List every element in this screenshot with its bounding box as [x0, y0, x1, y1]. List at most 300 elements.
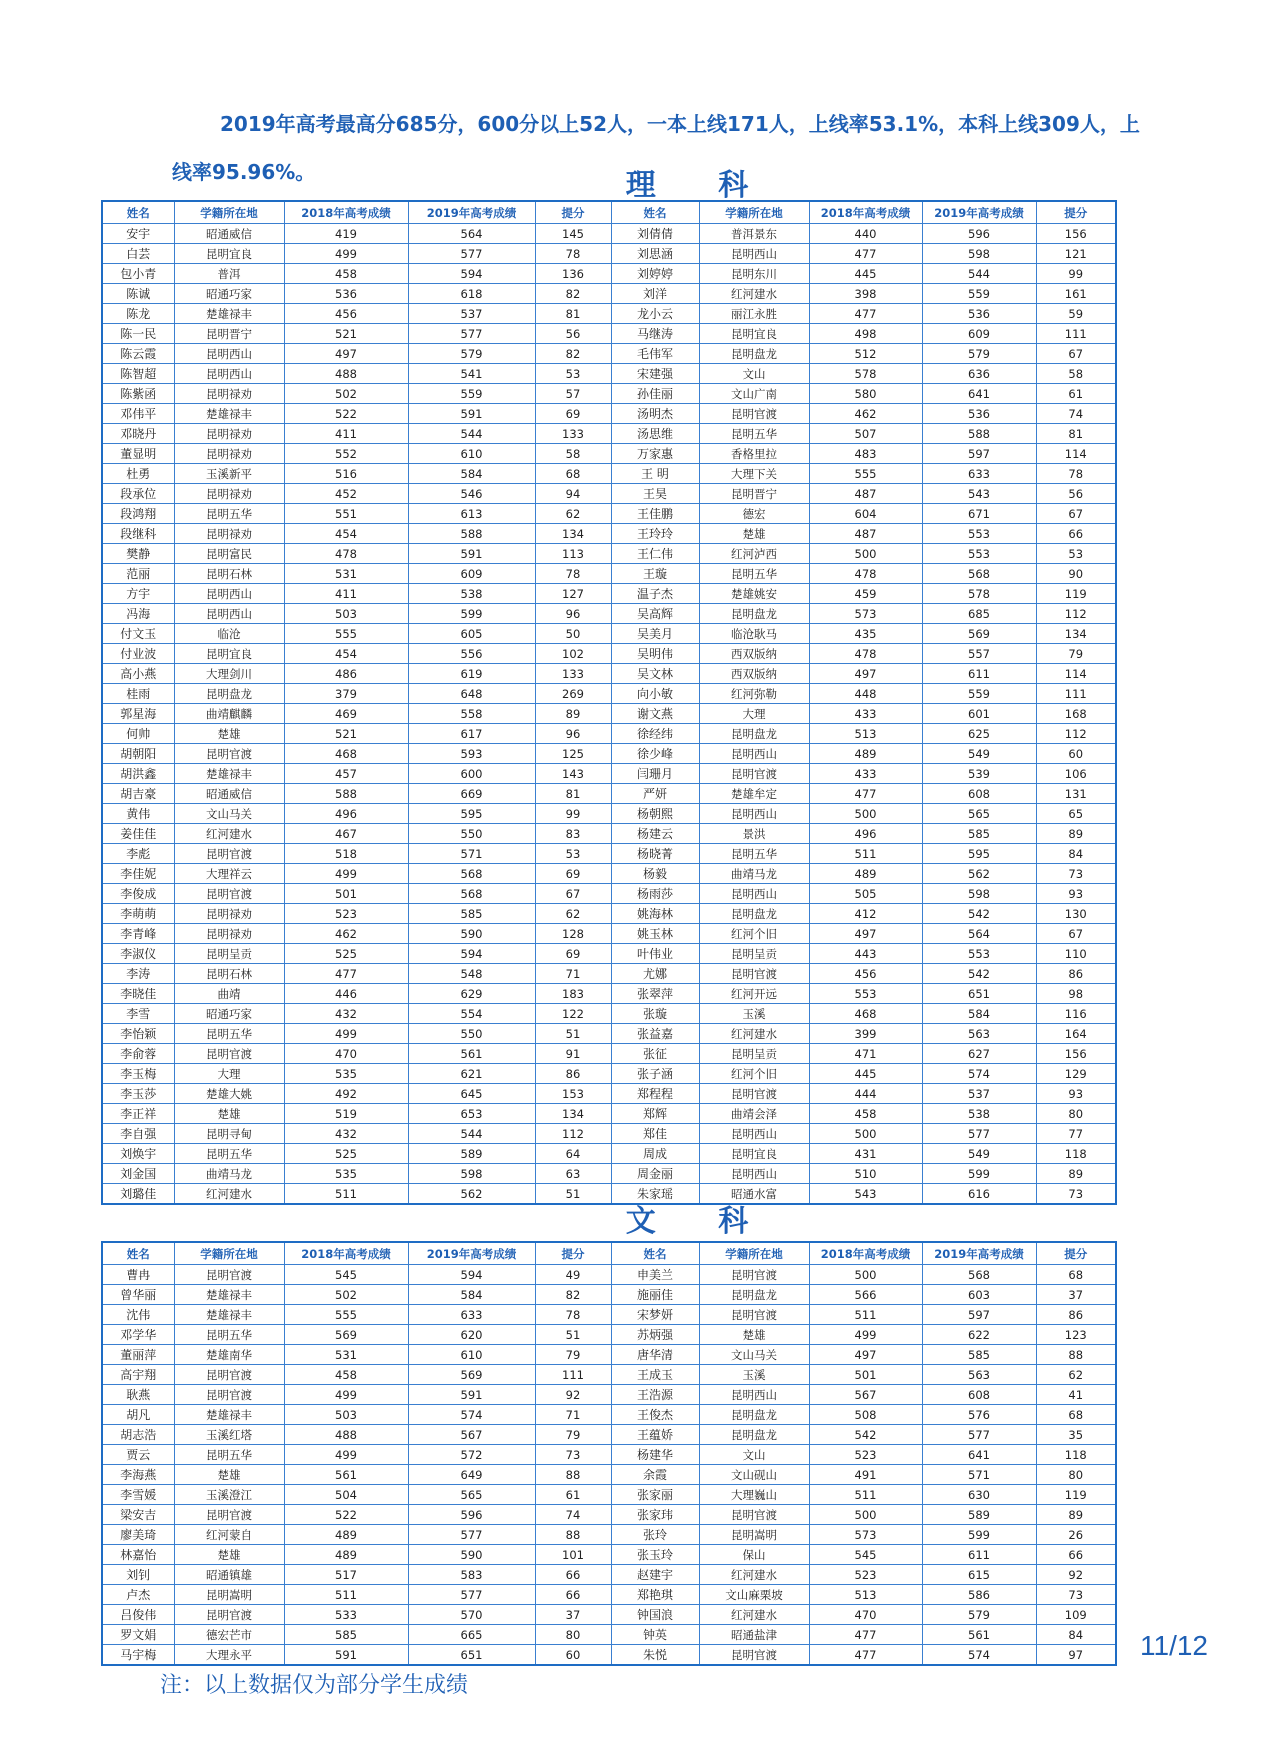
score-2018: 519 [284, 1104, 408, 1124]
header-2018-score: 2018年高考成绩 [284, 201, 408, 224]
student-name: 李青峰 [102, 924, 174, 944]
score-2018: 477 [809, 244, 922, 264]
score-improvement: 78 [535, 1305, 611, 1325]
student-location: 昆明官渡 [174, 1605, 284, 1625]
student-location: 曲靖麒麟 [174, 704, 284, 724]
student-location: 楚雄 [699, 1325, 809, 1345]
student-name: 董显明 [102, 444, 174, 464]
student-name: 郑佳 [611, 1124, 699, 1144]
score-2018: 489 [284, 1525, 408, 1545]
score-improvement: 51 [535, 1024, 611, 1044]
score-improvement: 84 [1036, 1625, 1116, 1645]
score-2018: 444 [809, 1084, 922, 1104]
score-2019: 537 [408, 304, 535, 324]
score-improvement: 66 [1036, 1545, 1116, 1565]
student-name: 尤娜 [611, 964, 699, 984]
score-2018: 507 [809, 424, 922, 444]
table-row [102, 784, 1116, 804]
score-2019: 564 [408, 224, 535, 244]
student-location: 大理巍山 [699, 1485, 809, 1505]
score-improvement: 118 [1036, 1445, 1116, 1465]
score-2019: 591 [408, 1385, 535, 1405]
score-2018: 578 [809, 364, 922, 384]
student-location: 西双版纳 [699, 664, 809, 684]
score-improvement: 69 [535, 404, 611, 424]
student-name: 刘洋 [611, 284, 699, 304]
table-row [102, 1144, 1116, 1164]
student-location: 昆明官渡 [699, 1084, 809, 1104]
student-name: 曹冉 [102, 1265, 174, 1285]
student-name: 樊静 [102, 544, 174, 564]
table-row [102, 884, 1116, 904]
score-2019: 629 [408, 984, 535, 1004]
student-location: 楚雄 [174, 1545, 284, 1565]
table-row [102, 1605, 1116, 1625]
score-improvement: 92 [1036, 1565, 1116, 1585]
table-header-row [102, 1242, 1116, 1265]
table-row [102, 1425, 1116, 1445]
score-2019: 567 [408, 1425, 535, 1445]
score-2019: 576 [922, 1405, 1036, 1425]
student-location: 曲靖会泽 [699, 1104, 809, 1124]
score-improvement: 88 [535, 1525, 611, 1545]
score-improvement: 71 [535, 1405, 611, 1425]
student-location: 昆明盘龙 [699, 904, 809, 924]
score-improvement: 78 [535, 564, 611, 584]
score-improvement: 56 [535, 324, 611, 344]
score-2018: 477 [809, 1625, 922, 1645]
score-2019: 565 [408, 1485, 535, 1505]
student-name: 钟英 [611, 1625, 699, 1645]
score-2019: 579 [922, 1605, 1036, 1625]
score-2019: 539 [922, 764, 1036, 784]
student-location: 昆明宜良 [174, 244, 284, 264]
table-row [102, 604, 1116, 624]
table-row [102, 1345, 1116, 1365]
student-location: 昆明五华 [699, 844, 809, 864]
student-location: 昆明禄劝 [174, 384, 284, 404]
student-name: 周成 [611, 1144, 699, 1164]
student-location: 昆明西山 [699, 804, 809, 824]
score-2018: 477 [284, 964, 408, 984]
student-location: 文山 [699, 1445, 809, 1465]
score-improvement: 53 [535, 844, 611, 864]
score-2018: 513 [809, 724, 922, 744]
score-2019: 621 [408, 1064, 535, 1084]
student-location: 文山马关 [174, 804, 284, 824]
science-section-title: 理 科 [625, 168, 775, 203]
score-2018: 569 [284, 1325, 408, 1345]
score-2018: 443 [809, 944, 922, 964]
table-row [102, 1405, 1116, 1425]
score-improvement: 71 [535, 964, 611, 984]
score-2019: 589 [408, 1144, 535, 1164]
score-2018: 523 [809, 1445, 922, 1465]
student-name: 范丽 [102, 564, 174, 584]
score-2018: 535 [284, 1164, 408, 1184]
student-location: 红河建水 [699, 1024, 809, 1044]
student-location: 文山麻栗坡 [699, 1585, 809, 1605]
student-name: 李晓佳 [102, 984, 174, 1004]
score-improvement: 37 [535, 1605, 611, 1625]
table-row [102, 1525, 1116, 1545]
score-2018: 545 [284, 1265, 408, 1285]
score-improvement: 112 [535, 1124, 611, 1144]
student-name: 吴文林 [611, 664, 699, 684]
score-2019: 542 [922, 904, 1036, 924]
score-2019: 583 [408, 1565, 535, 1585]
score-2018: 567 [809, 1385, 922, 1405]
score-2019: 596 [922, 224, 1036, 244]
student-name: 马继涛 [611, 324, 699, 344]
score-2018: 456 [809, 964, 922, 984]
score-2019: 577 [922, 1124, 1036, 1144]
score-2019: 577 [408, 244, 535, 264]
student-location: 昆明盘龙 [699, 1285, 809, 1305]
student-location: 红河开远 [699, 984, 809, 1004]
score-improvement: 68 [1036, 1405, 1116, 1425]
student-location: 昆明西山 [174, 344, 284, 364]
score-2019: 633 [922, 464, 1036, 484]
student-location: 保山 [699, 1545, 809, 1565]
student-location: 昆明五华 [174, 1144, 284, 1164]
table-row [102, 1565, 1116, 1585]
table-row [102, 584, 1116, 604]
student-location: 昆明石林 [174, 564, 284, 584]
score-2019: 563 [922, 1365, 1036, 1385]
arts-table-body [102, 1265, 1116, 1666]
student-name: 王璇 [611, 564, 699, 584]
score-2018: 525 [284, 1144, 408, 1164]
score-2019: 586 [922, 1585, 1036, 1605]
score-2018: 510 [809, 1164, 922, 1184]
score-2019: 577 [922, 1425, 1036, 1445]
score-2018: 399 [809, 1024, 922, 1044]
student-location: 德宏芒市 [174, 1625, 284, 1645]
score-2018: 501 [284, 884, 408, 904]
student-name: 胡凡 [102, 1405, 174, 1425]
student-location: 昆明盘龙 [174, 684, 284, 704]
score-2018: 452 [284, 484, 408, 504]
score-2018: 516 [284, 464, 408, 484]
score-improvement: 66 [1036, 524, 1116, 544]
score-2019: 568 [408, 884, 535, 904]
score-2019: 574 [922, 1064, 1036, 1084]
student-location: 昆明五华 [699, 564, 809, 584]
student-name: 耿燕 [102, 1385, 174, 1405]
score-2019: 616 [922, 1184, 1036, 1205]
table-row [102, 1545, 1116, 1565]
score-2018: 499 [284, 864, 408, 884]
score-2019: 594 [408, 1265, 535, 1285]
score-improvement: 114 [1036, 444, 1116, 464]
score-2018: 511 [284, 1184, 408, 1205]
score-improvement: 80 [1036, 1465, 1116, 1485]
student-location: 昆明禄劝 [174, 424, 284, 444]
table-row [102, 324, 1116, 344]
score-2018: 580 [809, 384, 922, 404]
footnote: 注：以上数据仅为部分学生成绩 [160, 1673, 469, 1698]
student-location: 昆明禄劝 [174, 904, 284, 924]
table-row [102, 1004, 1116, 1024]
table-row [102, 1645, 1116, 1666]
score-improvement: 67 [1036, 344, 1116, 364]
score-2018: 499 [809, 1325, 922, 1345]
header-improvement: 提分 [535, 1242, 611, 1265]
score-improvement: 129 [1036, 1064, 1116, 1084]
score-improvement: 143 [535, 764, 611, 784]
student-location: 昆明禄劝 [174, 444, 284, 464]
student-location: 昭通巧家 [174, 284, 284, 304]
score-improvement: 74 [1036, 404, 1116, 424]
score-2018: 505 [809, 884, 922, 904]
score-2019: 579 [408, 344, 535, 364]
score-2018: 499 [284, 244, 408, 264]
score-2019: 598 [922, 244, 1036, 264]
table-row [102, 664, 1116, 684]
score-improvement: 82 [535, 284, 611, 304]
student-name: 李雪 [102, 1004, 174, 1024]
score-2018: 513 [809, 1585, 922, 1605]
score-improvement: 61 [1036, 384, 1116, 404]
score-2018: 555 [284, 1305, 408, 1325]
score-2019: 559 [922, 284, 1036, 304]
student-location: 大理永平 [174, 1645, 284, 1666]
table-row [102, 1365, 1116, 1385]
score-improvement: 92 [535, 1385, 611, 1405]
table-row [102, 1505, 1116, 1525]
student-location: 昆明官渡 [174, 1044, 284, 1064]
score-improvement: 91 [535, 1044, 611, 1064]
student-location: 红河建水 [699, 284, 809, 304]
score-improvement: 60 [535, 1645, 611, 1666]
score-improvement: 51 [535, 1325, 611, 1345]
score-improvement: 134 [1036, 624, 1116, 644]
student-location: 昆明西山 [174, 584, 284, 604]
table-row [102, 1124, 1116, 1144]
header-location: 学籍所在地 [699, 1242, 809, 1265]
score-2019: 605 [408, 624, 535, 644]
score-improvement: 111 [535, 1365, 611, 1385]
score-2019: 619 [408, 664, 535, 684]
score-2019: 591 [408, 544, 535, 564]
student-name: 姜佳佳 [102, 824, 174, 844]
score-2019: 598 [922, 884, 1036, 904]
score-improvement: 35 [1036, 1425, 1116, 1445]
score-improvement: 125 [535, 744, 611, 764]
score-2018: 456 [284, 304, 408, 324]
score-2018: 511 [809, 1485, 922, 1505]
score-2018: 477 [809, 304, 922, 324]
score-2019: 627 [922, 1044, 1036, 1064]
table-row [102, 224, 1116, 244]
student-location: 楚雄牟定 [699, 784, 809, 804]
score-2018: 432 [284, 1124, 408, 1144]
student-name: 李萌萌 [102, 904, 174, 924]
student-name: 董丽萍 [102, 1345, 174, 1365]
student-name: 朱悦 [611, 1645, 699, 1666]
score-improvement: 57 [535, 384, 611, 404]
score-2019: 651 [922, 984, 1036, 1004]
student-name: 刘璐佳 [102, 1184, 174, 1205]
score-improvement: 134 [535, 524, 611, 544]
student-name: 杨晓菁 [611, 844, 699, 864]
score-2018: 502 [284, 1285, 408, 1305]
table-row [102, 524, 1116, 544]
student-location: 昆明官渡 [174, 1265, 284, 1285]
student-name: 李淑仪 [102, 944, 174, 964]
student-location: 昆明嵩明 [699, 1525, 809, 1545]
score-2018: 500 [809, 1124, 922, 1144]
score-improvement: 84 [1036, 844, 1116, 864]
student-location: 大理剑川 [174, 664, 284, 684]
student-name: 张子涵 [611, 1064, 699, 1084]
score-2019: 611 [922, 1545, 1036, 1565]
score-improvement: 79 [535, 1425, 611, 1445]
student-location: 大理 [699, 704, 809, 724]
header-location: 学籍所在地 [699, 201, 809, 224]
table-row [102, 1445, 1116, 1465]
student-name: 申美兰 [611, 1265, 699, 1285]
score-improvement: 68 [1036, 1265, 1116, 1285]
student-name: 吴明伟 [611, 644, 699, 664]
score-2019: 669 [408, 784, 535, 804]
score-2019: 579 [922, 344, 1036, 364]
score-2019: 570 [408, 1605, 535, 1625]
header-location: 学籍所在地 [174, 201, 284, 224]
student-name: 刘焕宇 [102, 1144, 174, 1164]
score-2019: 620 [408, 1325, 535, 1345]
student-location: 昆明官渡 [174, 1385, 284, 1405]
student-name: 谢文燕 [611, 704, 699, 724]
score-improvement: 112 [1036, 604, 1116, 624]
score-improvement: 67 [535, 884, 611, 904]
header-improvement: 提分 [1036, 1242, 1116, 1265]
score-2019: 593 [408, 744, 535, 764]
header-2019-score: 2019年高考成绩 [922, 1242, 1036, 1265]
student-name: 王玲玲 [611, 524, 699, 544]
score-2019: 610 [408, 1345, 535, 1365]
student-name: 李玉梅 [102, 1064, 174, 1084]
score-2019: 601 [922, 704, 1036, 724]
student-location: 昆明寻甸 [174, 1124, 284, 1144]
student-location: 楚雄 [174, 724, 284, 744]
score-2019: 569 [408, 1365, 535, 1385]
table-row [102, 804, 1116, 824]
score-2018: 411 [284, 584, 408, 604]
score-2019: 577 [408, 1525, 535, 1545]
student-name: 杨建华 [611, 1445, 699, 1465]
student-location: 昆明盘龙 [699, 1405, 809, 1425]
student-name: 杨建云 [611, 824, 699, 844]
score-2018: 499 [284, 1445, 408, 1465]
student-name: 李自强 [102, 1124, 174, 1144]
score-2019: 553 [922, 544, 1036, 564]
score-improvement: 168 [1036, 704, 1116, 724]
student-location: 红河建水 [699, 1565, 809, 1585]
score-2018: 470 [809, 1605, 922, 1625]
score-2019: 609 [408, 564, 535, 584]
score-improvement: 156 [1036, 1044, 1116, 1064]
student-name: 胡志浩 [102, 1425, 174, 1445]
student-location: 临沧 [174, 624, 284, 644]
table-row [102, 644, 1116, 664]
score-2019: 553 [922, 524, 1036, 544]
score-2019: 610 [408, 444, 535, 464]
student-location: 昆明盘龙 [699, 344, 809, 364]
header-2019-score: 2019年高考成绩 [408, 1242, 535, 1265]
score-2018: 470 [284, 1044, 408, 1064]
student-location: 昆明禄劝 [174, 484, 284, 504]
student-name: 马宇梅 [102, 1645, 174, 1666]
student-name: 李涛 [102, 964, 174, 984]
student-name: 方宇 [102, 584, 174, 604]
student-location: 大理下关 [699, 464, 809, 484]
score-2018: 535 [284, 1064, 408, 1084]
header-location: 学籍所在地 [174, 1242, 284, 1265]
student-location: 昆明官渡 [174, 1505, 284, 1525]
student-location: 楚雄姚安 [699, 584, 809, 604]
score-improvement: 56 [1036, 484, 1116, 504]
student-location: 昆明五华 [174, 1445, 284, 1465]
score-2019: 544 [922, 264, 1036, 284]
score-improvement: 58 [535, 444, 611, 464]
score-improvement: 130 [1036, 904, 1116, 924]
student-location: 昭通镇雄 [174, 1565, 284, 1585]
score-improvement: 119 [1036, 1485, 1116, 1505]
score-improvement: 58 [1036, 364, 1116, 384]
score-2018: 431 [809, 1144, 922, 1164]
score-2018: 523 [284, 904, 408, 924]
student-location: 红河弥勒 [699, 684, 809, 704]
score-2018: 412 [809, 904, 922, 924]
score-improvement: 37 [1036, 1285, 1116, 1305]
student-location: 玉溪 [699, 1004, 809, 1024]
student-name: 杨雨莎 [611, 884, 699, 904]
score-2018: 433 [809, 764, 922, 784]
score-2018: 469 [284, 704, 408, 724]
score-improvement: 113 [535, 544, 611, 564]
header-2018-score: 2018年高考成绩 [284, 1242, 408, 1265]
score-improvement: 153 [535, 1084, 611, 1104]
student-name: 李玉莎 [102, 1084, 174, 1104]
score-2019: 665 [408, 1625, 535, 1645]
score-2018: 491 [809, 1465, 922, 1485]
score-2019: 568 [408, 864, 535, 884]
student-location: 昆明官渡 [699, 1265, 809, 1285]
table-row [102, 504, 1116, 524]
score-2018: 536 [284, 284, 408, 304]
score-improvement: 110 [1036, 944, 1116, 964]
score-2019: 569 [922, 624, 1036, 644]
student-location: 西双版纳 [699, 644, 809, 664]
score-2018: 573 [809, 604, 922, 624]
student-name: 王 明 [611, 464, 699, 484]
student-location: 楚雄禄丰 [174, 1405, 284, 1425]
student-location: 红河建水 [174, 1184, 284, 1205]
header-2019-score: 2019年高考成绩 [408, 201, 535, 224]
score-improvement: 69 [535, 864, 611, 884]
student-location: 楚雄 [174, 1104, 284, 1124]
score-improvement: 102 [535, 644, 611, 664]
score-improvement: 127 [535, 584, 611, 604]
header-name: 姓名 [611, 1242, 699, 1265]
student-name: 汤明杰 [611, 404, 699, 424]
score-2018: 487 [809, 484, 922, 504]
score-improvement: 89 [1036, 1505, 1116, 1525]
score-improvement: 122 [535, 1004, 611, 1024]
score-improvement: 93 [1036, 884, 1116, 904]
